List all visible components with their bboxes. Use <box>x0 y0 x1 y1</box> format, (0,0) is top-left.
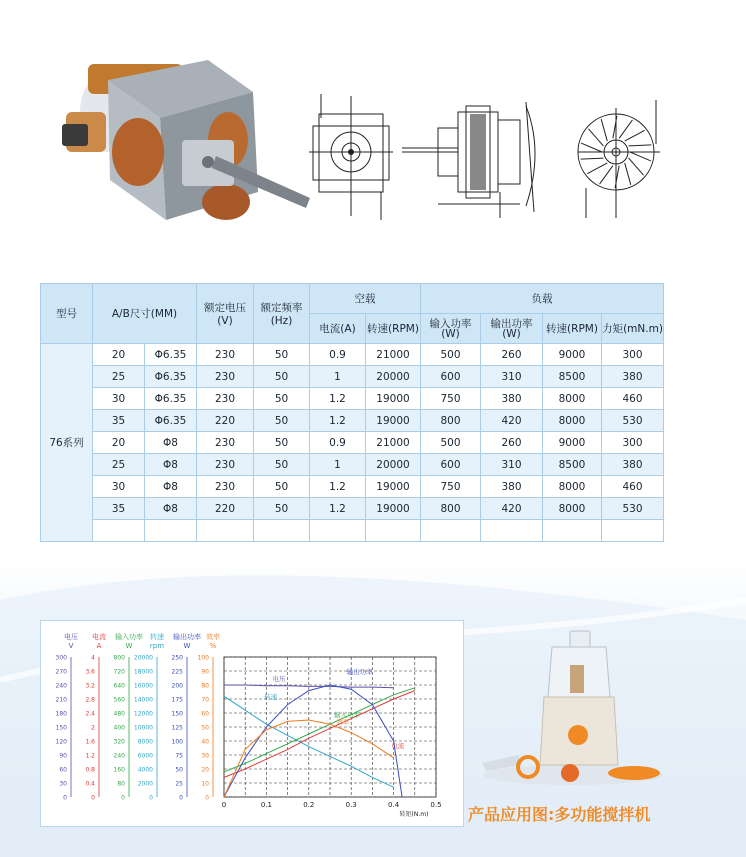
axis-tick-label: 25 <box>175 780 183 788</box>
spec-table <box>40 283 664 542</box>
table-cell-hz <box>254 520 310 542</box>
header-torque: 力矩(mN.m) <box>602 314 664 344</box>
axis-tick-label: 2.8 <box>85 696 95 704</box>
table-cell-i: 0.9 <box>310 344 366 366</box>
series-label: 电压 <box>272 674 286 683</box>
table-cell-lrpm: 9000 <box>543 432 602 454</box>
table-cell-rpm <box>366 520 421 542</box>
series-label: 输入功率 <box>333 711 360 720</box>
fan-blade <box>581 158 604 159</box>
table-cell-lrpm: 8000 <box>543 410 602 432</box>
axis-title: 转速 <box>150 633 164 641</box>
table-cell-lrpm: 8000 <box>543 498 602 520</box>
table-row <box>41 520 664 542</box>
axis-title: 效率 <box>206 633 220 641</box>
axis-tick-label: 50 <box>201 724 209 732</box>
axis-tick-label: 20000 <box>133 654 153 662</box>
table-cell-ab: 20 <box>93 432 145 454</box>
table-cell-rpm: 19000 <box>366 498 421 520</box>
axis-tick-label: 12000 <box>133 710 153 718</box>
motor-photo <box>48 52 312 242</box>
table-cell-v: 230 <box>197 476 254 498</box>
table-cell-rpm: 20000 <box>366 454 421 476</box>
table-cell-i: 1.2 <box>310 388 366 410</box>
header-load-speed: 转速(RPM) <box>543 314 602 344</box>
table-cell-rpm: 20000 <box>366 366 421 388</box>
axis-tick-label: 90 <box>201 668 209 676</box>
fan-blade <box>601 119 607 141</box>
axis-tick-label: 480 <box>113 710 125 718</box>
table-row <box>41 344 664 366</box>
header-speed: 转速(RPM) <box>366 314 421 344</box>
axis-tick-label: 720 <box>113 668 125 676</box>
axis-tick-label: 400 <box>113 724 125 732</box>
axis-tick-label: 150 <box>171 710 183 718</box>
axis-tick-label: 80 <box>201 682 209 690</box>
table-cell-pin <box>421 520 481 542</box>
axis-tick-label: 640 <box>113 682 125 690</box>
table-cell-v: 220 <box>197 410 254 432</box>
table-cell-hz: 50 <box>254 388 310 410</box>
series-label: 转速 <box>264 693 278 701</box>
table-cell-pin: 600 <box>421 366 481 388</box>
table-row <box>41 366 664 388</box>
axis-title: 输出功率 <box>173 633 201 641</box>
table-cell-hz: 50 <box>254 410 310 432</box>
series-cell: 76系列 <box>41 344 93 542</box>
axis-tick-label: 180 <box>55 710 67 718</box>
table-cell-v: 230 <box>197 366 254 388</box>
axis-tick-label: 1.6 <box>85 738 95 746</box>
table-cell-ab: 35 <box>93 410 145 432</box>
axis-tick-label: 16000 <box>133 682 153 690</box>
table-cell-rpm: 19000 <box>366 388 421 410</box>
table-cell-ab: 30 <box>93 388 145 410</box>
axis-tick-label: 4 <box>91 654 95 662</box>
table-cell-rpm: 21000 <box>366 344 421 366</box>
axis-tick-label: 18000 <box>133 668 153 676</box>
axis-tick-label: 240 <box>55 682 67 690</box>
axis-tick-label: 0 <box>121 794 125 802</box>
axis-tick-label: 175 <box>171 696 183 704</box>
table-cell-tq: 380 <box>602 366 664 388</box>
axis-tick-label: 14000 <box>133 696 153 704</box>
axis-tick-label: 320 <box>113 738 125 746</box>
fan-blade <box>581 143 602 152</box>
fan-blade <box>630 152 651 161</box>
table-row <box>41 410 664 432</box>
x-tick-label: 0.5 <box>430 801 442 809</box>
axis-tick-label: 125 <box>171 724 183 732</box>
table-cell-shaft: Φ8 <box>145 498 197 520</box>
axis-tick-label: 250 <box>171 654 183 662</box>
axis-unit: V <box>68 642 74 650</box>
table-cell-ab: 30 <box>93 476 145 498</box>
fan-drawing <box>572 92 664 222</box>
x-tick-label: 0 <box>221 801 227 809</box>
axis-tick-label: 240 <box>113 752 125 760</box>
table-cell-shaft: Φ6.35 <box>145 388 197 410</box>
table-cell-pout: 380 <box>481 388 543 410</box>
table-cell-i: 0.9 <box>310 432 366 454</box>
table-row <box>41 388 664 410</box>
axis-tick-label: 0.4 <box>85 780 95 788</box>
axis-tick-label: 30 <box>201 752 209 760</box>
table-cell-i: 1 <box>310 454 366 476</box>
table-row <box>41 498 664 520</box>
axis-unit: W <box>125 642 133 650</box>
x-tick-label: 0.4 <box>388 801 400 809</box>
table-cell-hz: 50 <box>254 498 310 520</box>
axis-tick-label: 0 <box>91 794 95 802</box>
table-cell-shaft: Φ8 <box>145 454 197 476</box>
axis-unit: rpm <box>149 642 165 650</box>
axis-tick-label: 0 <box>179 794 183 802</box>
table-cell-shaft: Φ6.35 <box>145 366 197 388</box>
header-input-power: 输入功率 (W) <box>421 314 481 344</box>
x-tick-label: 0.3 <box>345 801 357 809</box>
x-tick-label: 0.2 <box>303 801 315 809</box>
table-cell-hz: 50 <box>254 344 310 366</box>
table-cell-hz: 50 <box>254 366 310 388</box>
table-cell-i: 1 <box>310 366 366 388</box>
table-cell-v: 230 <box>197 344 254 366</box>
header-output-power: 输出功率 (W) <box>481 314 543 344</box>
table-cell-tq <box>602 520 664 542</box>
axis-unit: A <box>96 642 102 650</box>
table-cell-shaft: Φ8 <box>145 432 197 454</box>
axis-tick-label: 800 <box>113 654 125 662</box>
axis-tick-label: 80 <box>117 780 125 788</box>
header-model: 型号 <box>41 284 93 344</box>
axis-tick-label: 10 <box>201 780 209 788</box>
axis-unit: W <box>183 642 191 650</box>
table-cell-pout: 260 <box>481 344 543 366</box>
series-line <box>224 691 415 778</box>
axis-tick-label: 100 <box>197 654 209 662</box>
table-cell-shaft: Φ6.35 <box>145 410 197 432</box>
table-cell-pin: 750 <box>421 476 481 498</box>
axis-tick-label: 0 <box>63 794 67 802</box>
axis-tick-label: 4000 <box>137 766 153 774</box>
table-cell-tq: 460 <box>602 476 664 498</box>
header-load: 负载 <box>421 284 664 314</box>
table-cell-ab: 25 <box>93 366 145 388</box>
table-cell-v: 230 <box>197 454 254 476</box>
table-cell-ab: 25 <box>93 454 145 476</box>
axis-tick-label: 70 <box>201 696 209 704</box>
axis-title: 输入功率 <box>115 633 143 641</box>
table-cell-lrpm: 8500 <box>543 366 602 388</box>
axis-tick-label: 90 <box>59 752 67 760</box>
axis-tick-label: 2 <box>91 724 95 732</box>
table-cell-pout: 310 <box>481 454 543 476</box>
axis-tick-label: 10000 <box>133 724 153 732</box>
header-current: 电流(A) <box>310 314 366 344</box>
axis-tick-label: 3.2 <box>85 682 95 690</box>
axis-tick-label: 300 <box>55 654 67 662</box>
axis-tick-label: 2000 <box>137 780 153 788</box>
table-cell-v: 230 <box>197 388 254 410</box>
fan-blade <box>625 163 631 185</box>
fan-blade <box>629 145 652 146</box>
axis-tick-label: 2.4 <box>85 710 95 718</box>
table-cell-rpm: 19000 <box>366 410 421 432</box>
axis-tick-label: 200 <box>171 682 183 690</box>
performance-chart <box>41 621 463 826</box>
table-cell-pin: 500 <box>421 432 481 454</box>
axis-tick-label: 270 <box>55 668 67 676</box>
header-rated-frequency: 额定频率 (Hz) <box>254 284 310 344</box>
table-cell-pout: 380 <box>481 476 543 498</box>
table-row <box>41 432 664 454</box>
table-cell-v <box>197 520 254 542</box>
table-cell-pin: 800 <box>421 498 481 520</box>
axis-tick-label: 50 <box>175 766 183 774</box>
x-tick-label: 0.1 <box>260 801 272 809</box>
header-ab-size: A/B尺寸(MM) <box>93 284 197 344</box>
table-cell-hz: 50 <box>254 432 310 454</box>
axis-tick-label: 0 <box>205 794 209 802</box>
table-cell-lrpm <box>543 520 602 542</box>
axis-tick-label: 225 <box>171 668 183 676</box>
table-cell-pout: 310 <box>481 366 543 388</box>
table-cell-v: 220 <box>197 498 254 520</box>
table-cell-i: 1.2 <box>310 476 366 498</box>
axis-tick-label: 160 <box>113 766 125 774</box>
axis-tick-label: 20 <box>201 766 209 774</box>
table-cell-tq: 530 <box>602 498 664 520</box>
table-cell-ab <box>93 520 145 542</box>
series-label: 电流 <box>391 742 405 750</box>
table-cell-shaft: Φ8 <box>145 476 197 498</box>
table-cell-i: 1.2 <box>310 498 366 520</box>
table-cell-lrpm: 9000 <box>543 344 602 366</box>
table-cell-tq: 300 <box>602 344 664 366</box>
fan-blade <box>600 166 613 184</box>
table-cell-lrpm: 8000 <box>543 476 602 498</box>
fan-blade <box>629 158 644 175</box>
axis-tick-label: 75 <box>175 752 183 760</box>
series-label: 输出功率 <box>346 667 373 676</box>
table-cell-ab: 20 <box>93 344 145 366</box>
table-cell-hz: 50 <box>254 454 310 476</box>
header-rated-voltage: 额定电压 (V) <box>197 284 254 344</box>
fan-blade <box>588 129 603 146</box>
table-cell-hz: 50 <box>254 476 310 498</box>
table-cell-pin: 800 <box>421 410 481 432</box>
axis-tick-label: 560 <box>113 696 125 704</box>
performance-chart-panel <box>40 620 464 827</box>
food-processor-photo <box>478 625 668 795</box>
axis-tick-label: 1.2 <box>85 752 95 760</box>
table-cell-pin: 600 <box>421 454 481 476</box>
axis-tick-label: 100 <box>171 738 183 746</box>
table-cell-tq: 460 <box>602 388 664 410</box>
table-cell-tq: 300 <box>602 432 664 454</box>
table-cell-i <box>310 520 366 542</box>
table-cell-pout: 260 <box>481 432 543 454</box>
axis-tick-label: 120 <box>55 738 67 746</box>
axis-tick-label: 6000 <box>137 752 153 760</box>
table-cell-pout <box>481 520 543 542</box>
table-cell-pin: 750 <box>421 388 481 410</box>
table-cell-shaft <box>145 520 197 542</box>
table-cell-pin: 500 <box>421 344 481 366</box>
table-cell-tq: 530 <box>602 410 664 432</box>
axis-title: 电压 <box>64 633 78 641</box>
axis-tick-label: 60 <box>201 710 209 718</box>
axis-tick-label: 60 <box>59 766 67 774</box>
table-cell-pout: 420 <box>481 498 543 520</box>
table-cell-tq: 380 <box>602 454 664 476</box>
table-cell-i: 1.2 <box>310 410 366 432</box>
table-row <box>41 454 664 476</box>
table-cell-v: 230 <box>197 432 254 454</box>
axis-tick-label: 0.8 <box>85 766 95 774</box>
table-cell-rpm: 19000 <box>366 476 421 498</box>
table-cell-pout: 420 <box>481 410 543 432</box>
axis-tick-label: 40 <box>201 738 209 746</box>
axis-tick-label: 30 <box>59 780 67 788</box>
fan-blade <box>587 163 607 174</box>
fan-blade <box>625 130 645 141</box>
axis-tick-label: 210 <box>55 696 67 704</box>
motor-front-drawing <box>305 92 397 222</box>
table-cell-rpm: 21000 <box>366 432 421 454</box>
fan-blade <box>619 120 632 138</box>
axis-unit: % <box>209 642 217 650</box>
table-row <box>41 476 664 498</box>
x-axis-unit: 转矩(N.m) <box>399 811 429 818</box>
axis-title: 电流 <box>92 633 106 641</box>
axis-tick-label: 8000 <box>137 738 153 746</box>
table-cell-ab: 35 <box>93 498 145 520</box>
header-no-load: 空载 <box>310 284 421 314</box>
table-cell-lrpm: 8000 <box>543 388 602 410</box>
axis-tick-label: 0 <box>149 794 153 802</box>
table-cell-lrpm: 8500 <box>543 454 602 476</box>
table-cell-shaft: Φ6.35 <box>145 344 197 366</box>
series-label: 效率 <box>336 718 350 727</box>
series-line <box>224 688 415 772</box>
application-caption: 产品应用图:多功能搅拌机 <box>468 805 651 824</box>
axis-tick-label: 150 <box>55 724 67 732</box>
motor-side-drawing <box>398 92 570 222</box>
axis-tick-label: 3.6 <box>85 668 95 676</box>
